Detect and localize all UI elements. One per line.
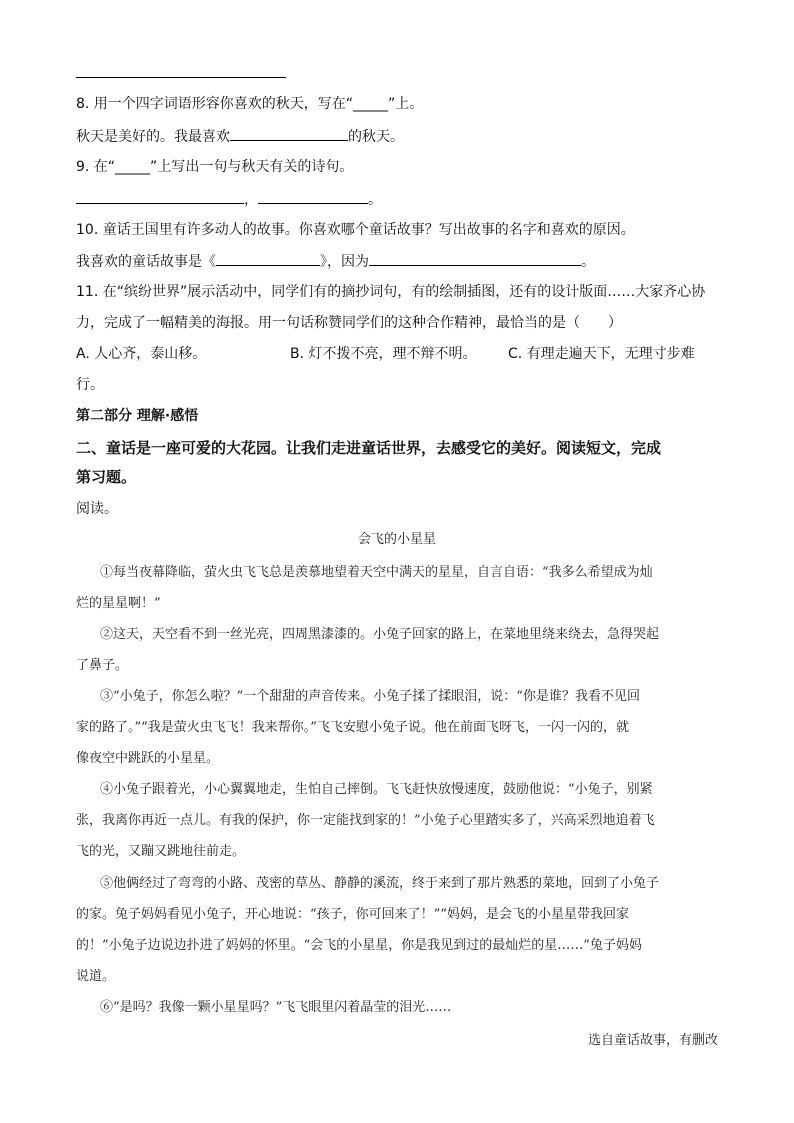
story-p2-line2: 了鼻子。 [76,658,129,673]
story-p4-line3: 飞的光，又蹦又跳地往前走。 [76,844,246,859]
story-p3-line3: 像夜空中跳跃的小星星。 [76,751,220,766]
q10-reason-blank[interactable] [369,251,581,266]
q9-blank-1[interactable] [76,189,244,204]
story-p5-line2: 的家。兔子妈妈看见小兔子，开心地说：“孩子，你可回来了！”“妈妈，是会飞的小星星带我回家 [76,907,629,922]
q9-comma: ， [244,192,258,208]
story-p1-line2: 烂的星星啊！” [76,596,161,611]
part2-title: 第二部分 理解·感悟 [76,408,199,424]
q10-answer-line [76,251,595,272]
q10-pre: 我喜欢的童话故事是《 [76,254,216,270]
q9-blank-2[interactable] [258,189,368,204]
q10-end: 。 [581,254,595,270]
q9-period: 。 [368,192,382,208]
story-p2-line1: ②这天，天空看不到一丝光亮，四周黑漆漆的。小兔子回家的路上，在菜地里绕来绕去，急得哭起 [100,627,660,642]
story-p3-line1: ③“小兔子，你怎么啦？”一个甜甜的声音传来。小兔子揉了揉眼泪，说：“你是谁？我看不见回 [100,689,640,704]
q8-line-post: 的秋天。 [348,129,404,145]
q8-prompt: 8. 用一个四字词语形容你喜欢的秋天，写在“_____”上。 [76,96,424,112]
q11-option-c-cont: 行。 [76,377,104,393]
story-p4-line2: 张，我离你再近一点儿。有我的保护，你一定能找到家的！”小兔子心里踏实多了，兴高采烈地追着飞 [76,813,655,828]
q10-mid: 》，因为 [320,254,369,270]
q10-prompt: 10. 童话王国里有许多动人的故事。你喜欢哪个童话故事？写出故事的名字和喜欢的原因。 [76,222,635,238]
story-p5-line4: 说道。 [76,969,116,984]
story-p5-line3: 的！”小兔子边说边扑进了妈妈的怀里。“会飞的小星星，你是我见到过的最灿烂的星……”兔子妈妈 [76,938,642,953]
q11-line1: 11. 在“缤纷世界”展示活动中，同学们有的摘抄词句，有的绘制插图，还有的设计版面……大家齐心协 [76,284,706,300]
story-p4-line1: ④小兔子跟着光，小心翼翼地走，生怕自己摔倒。飞飞赶快放慢速度，鼓励他说：“小兔子，别紧 [100,782,653,797]
q11-option-b[interactable]: B. 灯不拨不亮，理不辩不明。 [290,346,477,362]
q9-prompt: 9. 在“_____”上写出一句与秋天有关的诗句。 [76,159,354,175]
q10-story-blank[interactable] [216,251,320,266]
q9-answer-line [76,189,382,210]
q8-line-pre: 秋天是美好的。我最喜欢 [76,129,230,145]
top-answer-line [76,77,286,78]
q11-option-a[interactable]: A. 人心齐，泰山移。 [76,346,207,362]
part2-heading-line1: 二、童话是一座可爱的大花园。让我们走进童话世界，去感受它的美好。阅读短文，完成 [76,439,662,457]
part2-heading-line2: 第习题。 [76,468,137,486]
story-p1-line1: ①每当夜幕降临，萤火虫飞飞总是羡慕地望着天空中满天的星星，自言自语：“我多么希望成为灿 [100,565,653,580]
story-p6: ⑥“是吗？我像一颗小星星吗？”飞飞眼里闪着晶莹的泪光…… [100,1000,452,1015]
q11-line2: 力，完成了一幅精美的海报。用一句话称赞同学们的这种合作精神，最恰当的是（ ） [76,315,622,331]
story-title: 会飞的小星星 [357,532,436,547]
story-p5-line1: ⑤他俩经过了弯弯的小路、茂密的草丛、静静的溪流，终于来到了那片熟悉的菜地，回到了小兔子 [100,876,660,891]
story-source: 选自童话故事，有删改 [587,1033,718,1048]
q11-option-c[interactable]: C. 有理走遍天下，无理寸步难 [508,346,695,362]
q8-answer-line [76,126,404,147]
q8-blank[interactable] [230,126,348,141]
story-p3-line2: 家的路了。”“我是萤火虫飞飞！我来帮你。”飞飞安慰小兔子说。他在前面飞呀飞，一闪一闪的，就 [76,720,629,735]
read-label: 阅读。 [76,501,118,517]
